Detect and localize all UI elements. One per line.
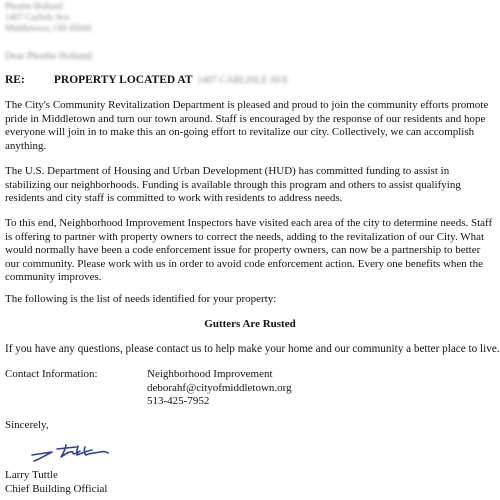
- subject-text: PROPERTY LOCATED AT: [53, 74, 193, 86]
- signature: [30, 441, 110, 463]
- recipient-address-line: Phoebe Holland: [5, 1, 63, 11]
- needs-intro: The following is the list of needs identified for your property:: [5, 293, 277, 305]
- signer-title: Chief Building Official: [5, 482, 108, 495]
- contact-phone: 513-425-7952: [147, 395, 210, 407]
- questions-line: If you have any questions, please contact us to help make your home and our community a better place to live.: [5, 343, 500, 355]
- recipient-address: [5, 1, 91, 34]
- need-item: Gutters Are Rusted: [204, 318, 296, 330]
- body-paragraph: The City's Community Revitalization Department is pleased and proud to join the community efforts promote pride in Middletown and turn our town around. Staff is encouraged by the response of our residents and hope everyone will join in to make this an on-going effort to revitalize our city. Collectively, we can accomplish anything.: [5, 99, 489, 152]
- contact-label: Contact Information:: [5, 368, 98, 380]
- signer-name: Larry Tuttle: [5, 469, 58, 481]
- body-paragraph: The U.S. Department of Housing and Urban Development (HUD) has committed funding to assist in stabilizing our neighborhoods. Funding is available through this program and others to assist qualifying residents and city staff is committed to work with residents to address needs.: [5, 165, 461, 204]
- signer-block: [5, 469, 107, 496]
- subject-label: RE:: [5, 74, 25, 86]
- contact-email: deborahf@cityofmiddletown.org: [147, 381, 292, 394]
- contact-department: Neighborhood Improvement: [147, 368, 273, 380]
- body-paragraph: To this end, Neighborhood Improvement Inspectors have visited each area of the city to determine needs. Staff is offering to partner with property owners to correct the needs, adding to the revitalization of our City. What would normally have been a code enforcement issue for property owners, can now be a partnership to better our community. Please work with us in order to avoid code enforcement action. Every one benefits when the community improves.: [5, 217, 493, 283]
- salutation: Dear Phoebe Holland:: [5, 51, 94, 62]
- signature-stroke: [32, 445, 108, 461]
- closing: Sincerely,: [5, 419, 49, 431]
- recipient-address-line: 1407 Carlisle Ave: [5, 12, 70, 22]
- subject-address: 1407 CARLISLE AVE: [197, 75, 289, 86]
- recipient-address-line: Middletown, OH 45044: [5, 23, 92, 33]
- contact-block: [147, 368, 292, 409]
- subject-line: [5, 74, 289, 88]
